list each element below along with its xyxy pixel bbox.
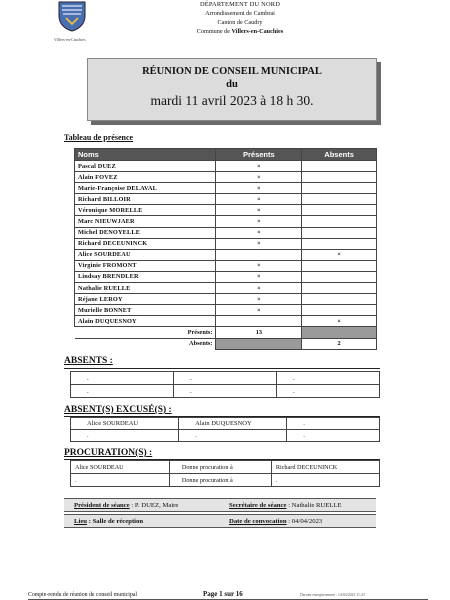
proxy-giver: . [71,474,170,487]
presence-section-title: Tableau de présence [64,133,134,142]
absent-mark [302,260,377,271]
member-name: Alice SOURDEAU [75,249,216,260]
excused-cell: Alice SOURDEAU [71,418,179,430]
absent-cell: . [277,372,380,385]
member-name: Véronique MORELLE [75,205,216,216]
table-row [75,294,377,305]
member-name: Pascal DUEZ [75,161,216,172]
meeting-title-du: du [226,79,238,90]
excused-section-title: ABSENT(S) EXCUSÉ(S) : [64,405,172,415]
table-row [75,316,377,327]
convocation-label: Date de convocation [229,518,287,525]
place-line [74,518,143,525]
present-mark: × [216,172,302,183]
place-label: Lieu [74,518,88,525]
table-row [75,194,377,205]
absent-cell: . [71,385,174,398]
place-value: : Salle de réception [87,518,144,525]
member-name: Richard BILLOIR [75,194,216,205]
absent-mark [302,238,377,249]
presence-header-row [75,149,377,161]
page-footer [0,592,450,600]
absent-mark [302,294,377,305]
member-name: Richard DECEUNINCK [75,238,216,249]
member-name: Alain FOVEZ [75,172,216,183]
present-mark: × [216,227,302,238]
excused-cell: . [71,430,179,442]
table-row [75,238,377,249]
table-row [71,461,380,474]
absent-mark: × [302,316,377,327]
proxy-section-title: PROCURATION(S) : [64,448,153,458]
secretary-line [229,502,342,509]
table-row [71,474,380,487]
absent-mark [302,283,377,294]
member-name: Marc NIEUWJAER [75,216,216,227]
present-mark: × [216,205,302,216]
table-row [75,205,377,216]
department-label: DÉPARTEMENT DU NORD [199,1,281,8]
table-row [75,260,377,271]
absent-mark [302,305,377,316]
table-row [75,216,377,227]
absent-mark [302,216,377,227]
absent-mark [302,183,377,194]
presence-table [74,148,377,350]
table-row [75,271,377,282]
excused-cell: Alain DUQUESNOY [179,418,287,430]
excused-table [70,417,380,442]
proxy-table [70,460,380,487]
member-name: Virginie FROMONT [75,260,216,271]
secretary-label: Secrétaire de séance [229,502,287,509]
present-mark: × [216,260,302,271]
table-row [75,227,377,238]
footer-page-number: Page 1 sur 16 [203,590,243,598]
member-name: Murielle BONNET [75,305,216,316]
excused-cell: . [179,430,287,442]
meeting-date: mardi 11 avril 2023 à 18 h 30. [150,93,314,108]
total-present-value: 13 [216,327,302,338]
table-row [71,372,380,385]
member-name: Lindsay BRENDLER [75,271,216,282]
proxy-receiver: Richard DECEUNINCK [271,461,379,474]
absent-cell: . [174,385,277,398]
header-present: Présents [216,149,302,161]
arrondissement-label: Arrondissement de Cambrai [205,10,275,17]
secretary-value: : Nathalie RUELLE [286,502,342,509]
document-header [150,0,330,36]
present-mark: × [216,216,302,227]
table-row [71,385,380,398]
excused-cell: . [287,418,380,430]
member-name: Réjane LEROY [75,294,216,305]
table-row [71,418,380,430]
absent-cell: . [277,385,380,398]
absents-section-title: ABSENTS : [64,356,113,366]
table-row [71,430,380,442]
present-mark: × [216,294,302,305]
table-row [75,161,377,172]
present-mark: × [216,305,302,316]
president-line [74,502,178,509]
table-row [75,283,377,294]
coat-of-arms-icon [57,0,87,32]
present-mark: × [216,283,302,294]
member-name: Michel DENOYELLE [75,227,216,238]
president-value: : P. DUEZ, Maire [129,502,179,509]
proxy-giver: Alice SOURDEAU [71,461,170,474]
present-mark [216,249,302,260]
header-names: Noms [75,149,216,161]
absent-cell: . [174,372,277,385]
present-mark: × [216,161,302,172]
total-absent-row [75,338,377,349]
table-row [75,249,377,260]
commune-name: Villers-en-Cauchies [231,28,284,35]
absent-mark [302,161,377,172]
header-absent: Absents [302,149,377,161]
member-name: Marie-Françoise DELAVAL [75,183,216,194]
footer-last-saved: Dernier enregistrement : 14/04/2023 11:23 [300,593,365,597]
commune-prefix: Commune de [196,28,232,35]
commune-line [150,27,330,36]
absent-mark [302,205,377,216]
absents-table [70,371,380,398]
total-absent-label: Absents: [75,338,216,349]
present-mark: × [216,238,302,249]
meeting-title-box [87,58,377,121]
proxy-receiver: . [271,474,379,487]
absent-cell: . [71,372,174,385]
convocation-line [229,518,322,525]
total-present-label: Présents: [75,327,216,338]
total-absent-filler [216,338,302,349]
table-row [75,172,377,183]
present-mark: × [216,194,302,205]
total-absent-value: 2 [302,338,377,349]
member-name: Alain DUQUESNOY [75,316,216,327]
total-present-filler [302,327,377,338]
member-name: Nathalie RUELLE [75,283,216,294]
absents-divider [64,368,380,369]
excused-cell: . [287,430,380,442]
present-mark: × [216,183,302,194]
session-place-box [64,514,376,528]
present-mark [216,316,302,327]
table-row [75,305,377,316]
president-label: Président de séance [74,502,130,509]
present-mark: × [216,271,302,282]
meeting-title: RÉUNION DE CONSEIL MUNICIPAL [142,66,322,77]
canton-label: Canton de Caudry [217,19,263,26]
session-officers-box [64,498,376,512]
absent-mark [302,227,377,238]
crest-caption: Villers-en-Cauchies [54,37,86,42]
absent-mark [302,271,377,282]
absent-mark: × [302,249,377,260]
footer-document-name: Compte-rendu de réunion de conseil municipal [28,592,137,598]
proxy-relation: Donne procuration à [169,474,271,487]
absent-mark [302,172,377,183]
absent-mark [302,194,377,205]
proxy-relation: Donne procuration à [169,461,271,474]
convocation-value: : 04/04/2023 [286,518,323,525]
table-row [75,183,377,194]
total-present-row [75,327,377,338]
